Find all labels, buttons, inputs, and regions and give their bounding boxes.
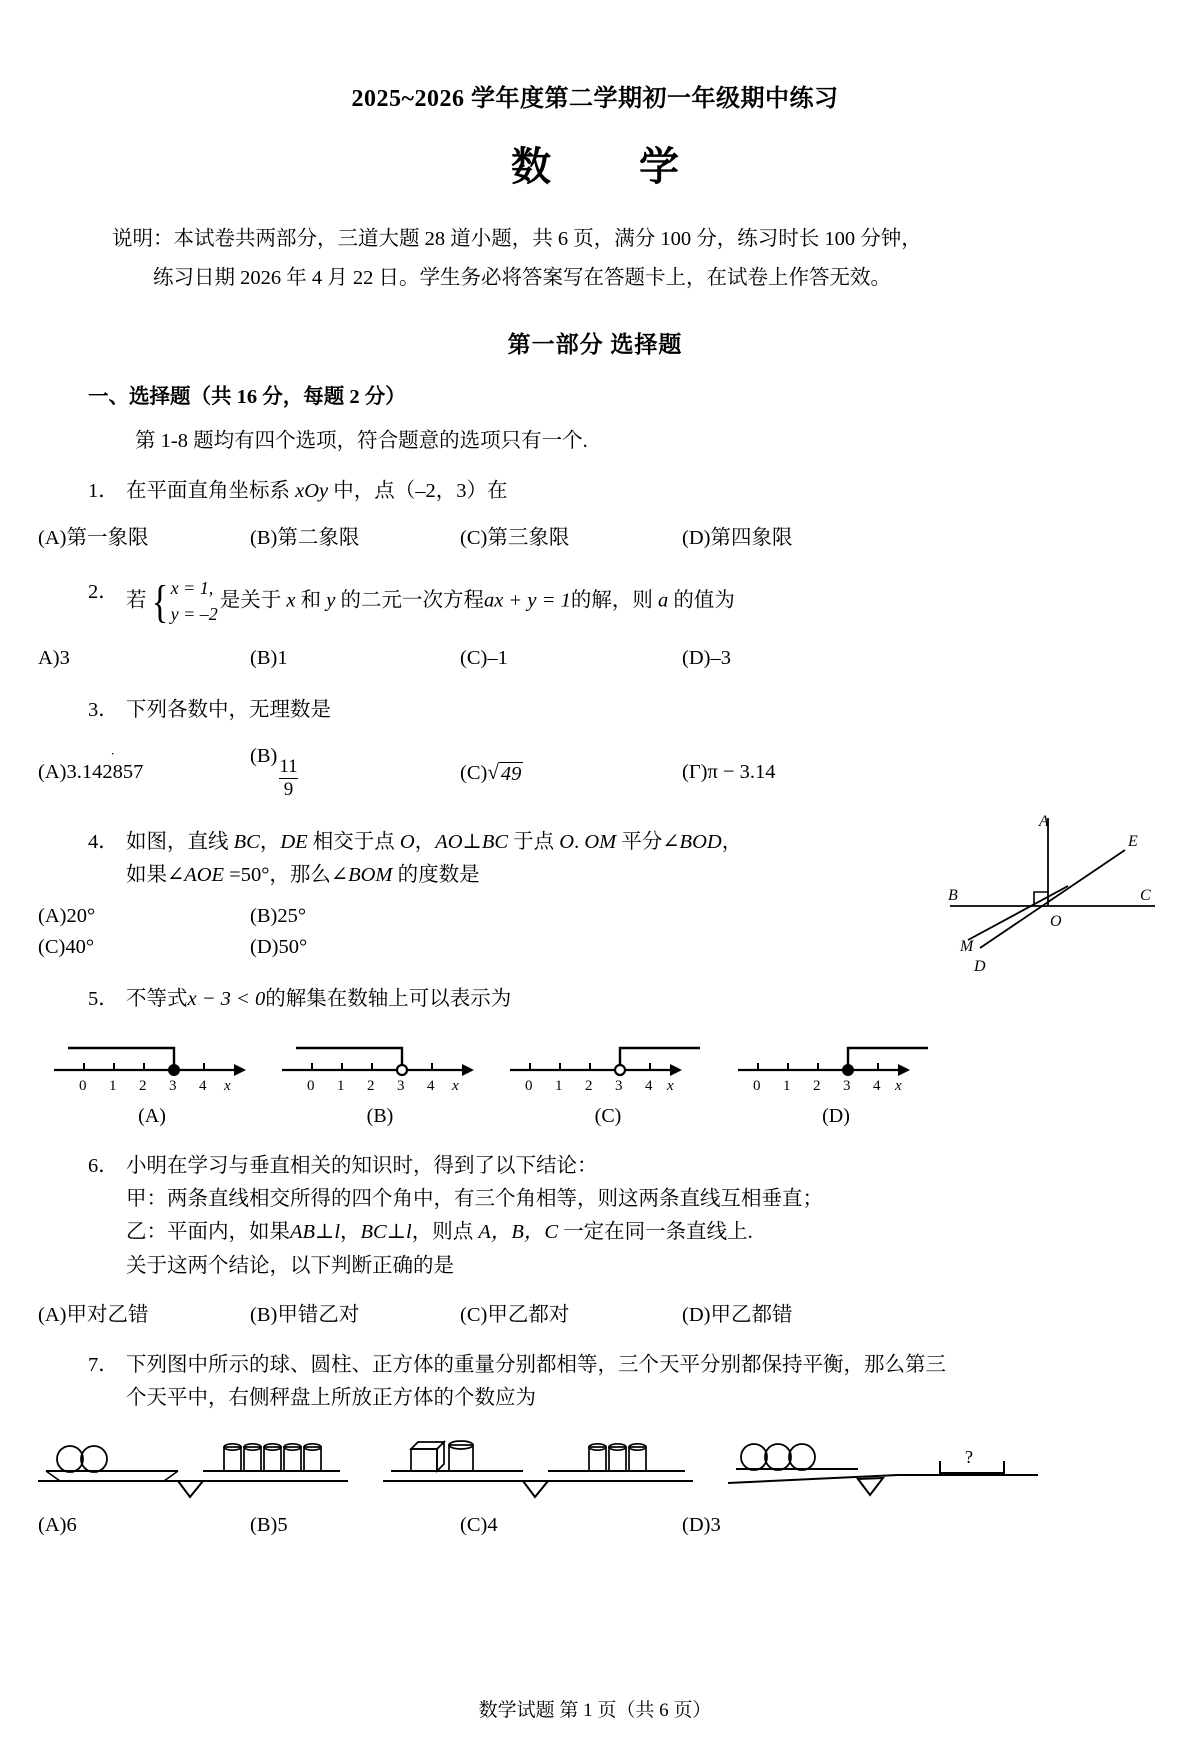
radicand: 49 — [500, 762, 522, 785]
q6-line-2: 甲：两条直线相交所得的四个角中，有三个角相等，则这两条直线互相垂直； — [126, 1188, 823, 1211]
question-4-text — [126, 826, 826, 892]
svg-text:1: 1 — [783, 1077, 791, 1094]
radical-symbol: √ — [487, 759, 499, 784]
subject-title: 数 学 — [511, 144, 703, 189]
q6-line-3 — [126, 1216, 1190, 1249]
svg-text:x: x — [667, 1077, 674, 1094]
question-6-options — [38, 1297, 1190, 1327]
q2-text-mid-a: 是关于 — [219, 589, 287, 612]
q6-l3c: ，则点 — [411, 1221, 479, 1244]
q6-line-4: 关于这两个结论，以下判断正确的是 — [126, 1254, 454, 1277]
q6-l3a: 乙：平面内，如果 — [126, 1221, 290, 1244]
q6-line-l-2: l — [406, 1221, 412, 1244]
svg-text:1: 1 — [555, 1077, 563, 1094]
q4-l1b: ， — [259, 831, 281, 854]
q4-l1a: 如图，直线 — [126, 831, 234, 854]
q2-text-end-a: 的解，则 — [570, 589, 658, 612]
question-2 — [88, 576, 1190, 627]
svg-text:2: 2 — [813, 1077, 821, 1094]
q3-option-d-value: π − 3.14 — [707, 761, 776, 784]
q6-line-1: 小明在学习与垂直相关的知识时，得到了以下结论： — [126, 1154, 598, 1177]
q6-seg-ab: AB — [290, 1221, 316, 1244]
label-D: D — [974, 958, 986, 976]
question-2-number: 2． — [88, 581, 119, 604]
question-7 — [88, 1349, 1190, 1415]
svg-text:2: 2 — [585, 1077, 593, 1094]
q1-option-b[interactable]: (B)第二象限 — [250, 527, 360, 550]
q1-option-c[interactable]: (C)第三象限 — [460, 527, 570, 550]
q4-seg-ao: AO — [435, 831, 463, 854]
question-3-options — [38, 745, 1190, 800]
q5-label-d: (D) — [822, 1104, 850, 1127]
svg-text:3: 3 — [843, 1077, 851, 1094]
q5-label-a: (A) — [138, 1104, 166, 1127]
q4-l1d: ， — [414, 831, 436, 854]
balance-scale-2 — [365, 1425, 710, 1508]
exam-page — [0, 78, 1190, 1756]
q1-option-a[interactable]: (A)第一象限 — [38, 527, 149, 550]
label-M: M — [960, 938, 974, 956]
q3-repeating-digits: 142857 ˙ — [82, 761, 144, 783]
balance-scale-1 — [20, 1425, 365, 1508]
svg-text:1: 1 — [337, 1077, 345, 1094]
q6-line-l-1: l — [334, 1221, 341, 1244]
q4-option-d[interactable]: (D)50° — [250, 935, 308, 958]
q5-choice-b[interactable] — [266, 1030, 494, 1128]
q2-var-x: x — [286, 589, 296, 612]
q4-point-o-2: O — [559, 831, 575, 854]
svg-text:0: 0 — [753, 1077, 761, 1094]
svg-text:4: 4 — [873, 1077, 881, 1094]
instructions-line-2: 练习日期 2026 年 4 月 22 日。学生务必将答案写在答题卡上，在试卷上作答无效。 — [153, 266, 891, 289]
q4-option-b[interactable]: (B)25° — [250, 904, 307, 927]
question-6 — [88, 1150, 1190, 1283]
q4-point-o: O — [399, 831, 415, 854]
question-3-text: 下列各数中，无理数是 — [126, 699, 331, 722]
question-6-text — [126, 1150, 1190, 1283]
balance-scale-3 — [710, 1425, 1055, 1508]
svg-text:3: 3 — [397, 1077, 405, 1094]
q2-system-row-1: x = 1, — [170, 578, 214, 599]
svg-text:0: 0 — [307, 1077, 315, 1094]
q2-text-mid-b: 的二元一次方程 — [335, 589, 484, 612]
q4-l1f: . — [574, 831, 585, 854]
q4-line-1 — [126, 826, 826, 859]
q4-line-de: DE — [280, 831, 308, 854]
question-7-number: 7． — [88, 1353, 119, 1376]
q7-option-c[interactable]: (C)4 — [460, 1514, 498, 1537]
q5-text-b: 的解集在数轴上可以表示为 — [265, 987, 512, 1010]
q1-text-pre: 在平面直角坐标系 — [126, 479, 296, 502]
label-E: E — [1128, 833, 1138, 851]
svg-text:3: 3 — [169, 1077, 177, 1094]
q4-option-a[interactable]: (A)20° — [38, 904, 96, 927]
q2-system-row-2: y = –2 — [170, 603, 218, 624]
question-4-number: 4． — [88, 831, 119, 854]
question-2-options — [38, 647, 1190, 670]
question-6-number: 6． — [88, 1154, 119, 1177]
q4-line-bc-2: BC — [481, 831, 509, 854]
number-line-d — [730, 1030, 942, 1096]
svg-text:4: 4 — [427, 1077, 435, 1094]
label-C: C — [1140, 887, 1151, 905]
q4-ray-om: OM — [584, 831, 617, 854]
page-footer: 数学试题 第 1 页（共 6 页） — [478, 1700, 712, 1721]
q4-angle-bom: BOM — [348, 864, 393, 887]
balance-3-diagram — [718, 1425, 1048, 1503]
q2-equation: ax + y = 1 — [483, 589, 571, 612]
question-1-options — [38, 520, 1190, 550]
svg-text:4: 4 — [199, 1077, 207, 1094]
q3-option-a-prefix: (A)3. — [38, 761, 82, 784]
perpendicular-icon-2: ⊥ — [386, 1221, 407, 1244]
q7-option-a[interactable]: (A)6 — [38, 1514, 77, 1537]
question-2-text — [126, 576, 1190, 627]
q6-l3d: 一定在同一条直线上. — [558, 1221, 753, 1244]
svg-text:3: 3 — [615, 1077, 623, 1094]
balance-2-diagram — [373, 1425, 703, 1503]
q4-l2b: =50°，那么∠ — [224, 864, 349, 887]
q4-l2a: 如果∠ — [126, 864, 185, 887]
svg-text:0: 0 — [79, 1077, 87, 1094]
left-brace-icon: { — [151, 576, 168, 628]
q2-var-a: a — [657, 589, 669, 612]
number-line-c — [502, 1030, 714, 1096]
question-1-text — [126, 475, 1190, 508]
question-5-number-lines — [38, 1030, 1190, 1128]
q6-points-abc: A，B，C — [478, 1221, 559, 1244]
q3-option-b[interactable] — [250, 745, 460, 800]
q3-option-c[interactable] — [460, 760, 682, 786]
q6-option-a[interactable]: (A)甲对乙错 — [38, 1303, 149, 1326]
q2-option-a[interactable]: A)3 — [38, 647, 70, 670]
q2-text-and: 和 — [295, 589, 327, 612]
balance-1-diagram — [28, 1425, 358, 1503]
q4-l1h: ， — [721, 831, 743, 854]
q7-line-1: 下列图中所示的球、圆柱、正方体的重量分别都相等，三个天平分别都保持平衡，那么第三 — [126, 1353, 946, 1376]
fraction-denominator: 9 — [279, 778, 297, 801]
perpendicular-icon-1: ⊥ — [315, 1221, 335, 1244]
svg-text:0: 0 — [525, 1077, 533, 1094]
q3-option-a[interactable] — [38, 761, 250, 784]
section-one-heading: 一、选择题（共 16 分，每题 2 分） — [88, 385, 406, 408]
section-one-subnote: 第 1-8 题均有四个选项，符合题意的选项只有一个. — [135, 429, 588, 452]
square-root-icon — [487, 760, 523, 786]
unknown-count-label: ? — [964, 1447, 973, 1468]
q7-line-2: 个天平中，右侧秤盘上所放正方体的个数应为 — [126, 1386, 536, 1409]
question-7-text — [126, 1349, 1190, 1415]
q4-line-2 — [126, 859, 826, 892]
question-3-number: 3． — [88, 699, 119, 722]
q6-option-c[interactable]: (C)甲乙都对 — [460, 1303, 570, 1326]
q4-l1c: 相交于点 — [307, 831, 400, 854]
q7-option-d[interactable]: (D)3 — [682, 1514, 721, 1537]
svg-text:2: 2 — [367, 1077, 375, 1094]
q4-l2c: 的度数是 — [392, 864, 480, 887]
perpendicular-icon: ⊥ — [462, 831, 482, 854]
question-3 — [88, 694, 1190, 727]
q5-choice-d[interactable] — [722, 1030, 950, 1128]
part-one-heading: 第一部分 选择题 — [507, 331, 683, 357]
q4-line-bc: BC — [233, 831, 260, 854]
q4-angle-aoe: AOE — [184, 864, 225, 887]
q3-option-d-prefix: (Γ) — [682, 761, 708, 784]
question-5-number: 5． — [88, 987, 119, 1010]
q5-choice-a[interactable] — [38, 1030, 266, 1128]
q5-label-b: (B) — [366, 1104, 394, 1127]
page-title: 2025~2026 学年度第二学期初一年级期中练习 — [351, 86, 839, 112]
geometry-diagram-q4 — [940, 808, 1170, 983]
q6-seg-bc: BC — [360, 1221, 387, 1244]
exam-instructions — [112, 220, 1078, 298]
q5-inequality: x − 3 < 0 — [187, 987, 266, 1010]
q2-option-c[interactable]: (C)–1 — [460, 647, 508, 670]
q1-option-d[interactable]: (D)第四象限 — [682, 527, 793, 550]
q2-var-y: y — [326, 589, 336, 612]
svg-text:1: 1 — [109, 1077, 117, 1094]
q1-coordinate-system: xOy — [295, 479, 329, 502]
q3-option-c-prefix: (C) — [460, 761, 488, 784]
q2-lead: 若 — [126, 589, 147, 612]
label-A: A — [1039, 813, 1049, 831]
svg-text:2: 2 — [139, 1077, 147, 1094]
q4-option-c[interactable]: (C)40° — [38, 935, 95, 958]
question-5 — [88, 983, 1190, 1016]
svg-text:4: 4 — [645, 1077, 653, 1094]
q2-option-b[interactable]: (B)1 — [250, 647, 288, 670]
fraction-numerator: 11 — [279, 756, 298, 778]
q5-label-c: (C) — [594, 1104, 622, 1127]
q2-option-d[interactable]: (D)–3 — [682, 647, 731, 670]
question-1 — [88, 475, 1190, 508]
question-1-number: 1． — [88, 479, 119, 502]
q7-option-b[interactable]: (B)5 — [250, 1514, 288, 1537]
q6-l3b: ， — [340, 1221, 361, 1244]
q6-option-d[interactable]: (D)甲乙都错 — [682, 1303, 793, 1326]
question-4-figure — [940, 808, 1170, 994]
q2-equation-system — [149, 576, 218, 627]
q1-text-post: 中，点（–2，3）在 — [328, 479, 508, 502]
svg-text:x: x — [895, 1077, 902, 1094]
q5-choice-c[interactable] — [494, 1030, 722, 1128]
q4-l1e: 于点 — [508, 831, 560, 854]
question-7-options — [38, 1514, 1190, 1537]
question-7-figures — [20, 1425, 1190, 1508]
q6-option-b[interactable]: (B)甲错乙对 — [250, 1303, 360, 1326]
fraction-11-9 — [279, 757, 297, 800]
svg-text:x: x — [224, 1077, 231, 1094]
q5-text-a: 不等式 — [126, 987, 188, 1010]
q3-option-d[interactable] — [682, 761, 882, 784]
number-line-b — [274, 1030, 486, 1096]
label-B: B — [948, 887, 958, 905]
q2-text-end-b: 的值为 — [668, 589, 735, 612]
number-line-a — [46, 1030, 258, 1096]
q3-option-b-prefix: (B) — [250, 745, 278, 768]
q4-angle-bod: BOD — [679, 831, 722, 854]
instructions-line-1: 说明：本试卷共两部分，三道大题 28 道小题，共 6 页，满分 100 分，练习时长 100 分钟， — [112, 228, 922, 250]
label-O: O — [1050, 913, 1062, 931]
question-5-text — [126, 983, 1190, 1016]
svg-text:x: x — [452, 1077, 459, 1094]
q4-l1g: 平分∠ — [616, 831, 680, 854]
